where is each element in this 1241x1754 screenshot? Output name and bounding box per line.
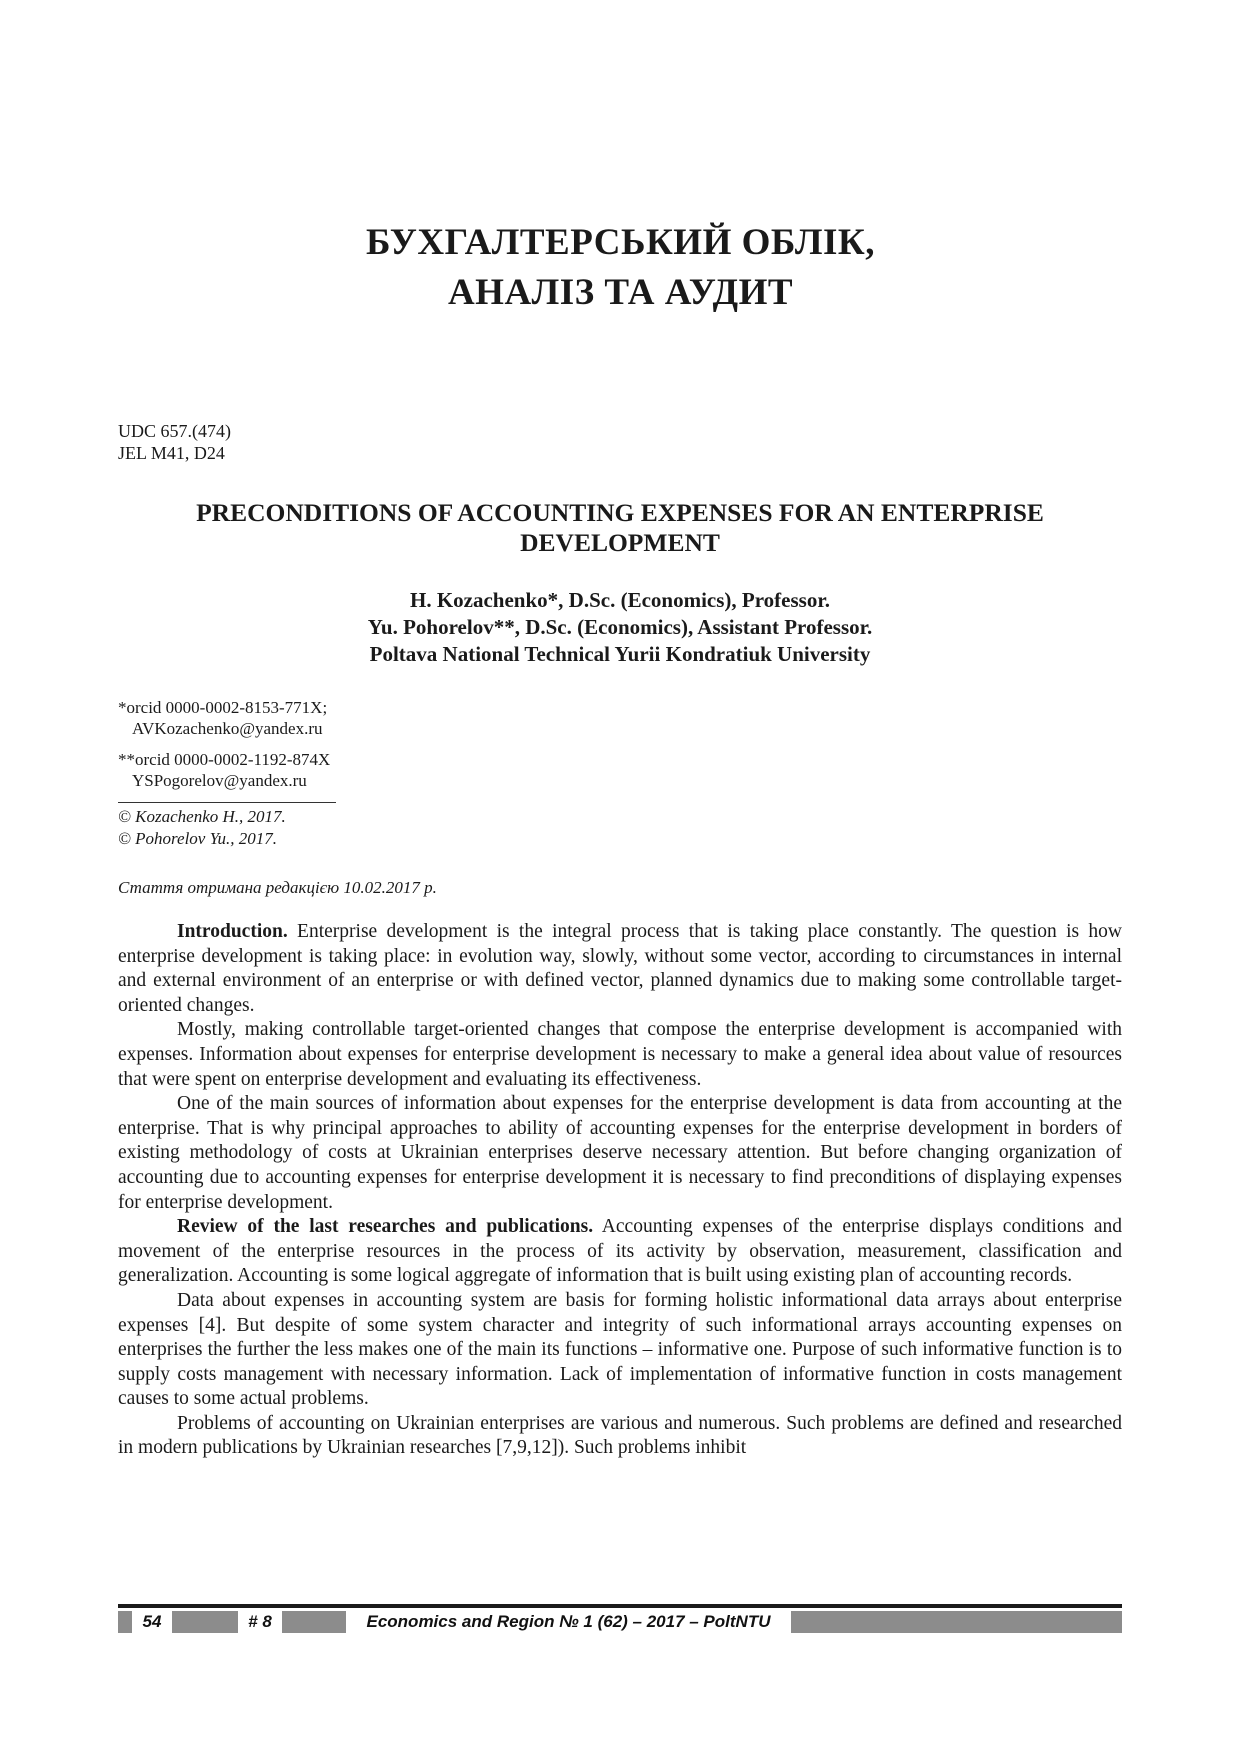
contact-second-author xyxy=(118,749,330,791)
copyright-block xyxy=(118,806,286,850)
jel-code: JEL M41, D24 xyxy=(118,443,225,463)
classification-codes xyxy=(118,420,231,464)
page-number: 54 xyxy=(132,1611,172,1633)
email-second[interactable]: YSPogorelov@yandex.ru xyxy=(132,771,307,790)
page-footer xyxy=(118,1604,1122,1634)
udc-code: UDC 657.(474) xyxy=(118,421,231,441)
section-heading xyxy=(0,218,1241,318)
paragraph-introduction xyxy=(118,920,1122,1018)
footer-rule xyxy=(118,1604,1122,1608)
affiliation: Poltava National Technical Yurii Kondratiuk University xyxy=(369,642,871,666)
paragraph-review xyxy=(118,1215,1122,1289)
section-heading-line-2: АНАЛІЗ ТА АУДИТ xyxy=(447,272,794,313)
author-1: H. Kozachenko*, D.Sc. (Economics), Professor. xyxy=(410,588,830,612)
paragraph-6: Problems of accounting on Ukrainian enterprises are various and numerous. Such problems are defined and researched in modern publications by Ukrainian researches [7,9,12]). Such problems inhibit xyxy=(118,1412,1122,1459)
email-first[interactable]: AVKozachenko@yandex.ru xyxy=(132,719,323,738)
paragraph-text: Enterprise development is the integral process that is taking place constantly. The question is how enterprise development is taking place: in evolution way, slowly, without some vector, according to circumstances in internal and external environment of an enterprise or with defined vector, planned dynamics due to making some controllable target-oriented changes. xyxy=(118,921,1122,1016)
footer-bar xyxy=(118,1611,1122,1633)
copyright-line-1: © Kozachenko H., 2017. xyxy=(118,807,286,826)
paper-title-line-1: PRECONDITIONS OF ACCOUNTING EXPENSES FOR AN ENTERPRISE xyxy=(196,498,1044,527)
paragraph-3: One of the main sources of information about expenses for the enterprise development is data from accounting at the enterprise. That is why principal approaches to ability of accounting expenses for the enterprise development in borders of existing methodology of costs at Ukrainian enterprises deserve necessary attention. But before changing organization of accounting due to accounting expenses for enterprise development it is necessary to find preconditions of displaying expenses for enterprise development. xyxy=(118,1093,1122,1213)
paragraph-2: Mostly, making controllable target-oriented changes that compose the enterprise development is accompanied with expenses. Information about expenses for enterprise development is necessary to make a general idea about value of resources that were spent on enterprise development and evaluating its effectiveness. xyxy=(118,1019,1122,1090)
journal-name: Economics and Region № 1 (62) – 2017 – PoltNTU xyxy=(346,1611,791,1633)
section-heading-line-1: БУХГАЛТЕРСЬКИЙ ОБЛІК, xyxy=(366,222,875,263)
orcid-second: **orcid 0000-0002-1192-874X xyxy=(118,750,331,769)
orcid-first: *orcid 0000-0002-8153-771X; xyxy=(118,698,328,717)
author-block xyxy=(118,587,1122,668)
copyright-line-2: © Pohorelov Yu., 2017. xyxy=(118,829,277,848)
author-2: Yu. Pohorelov**, D.Sc. (Economics), Assistant Professor. xyxy=(367,615,873,639)
paragraph-text: Accounting expenses of the enterprise displays conditions and movement of the enterprise resources in the process of its activity by observation, measurement, classification and generalization. Accounting is some logical aggregate of information that is built using existing plan of accounting records. xyxy=(118,1216,1122,1287)
paper-title-line-2: DEVELOPMENT xyxy=(520,528,720,557)
article-body xyxy=(118,920,1122,1461)
footnote-divider xyxy=(118,802,336,803)
issue-number: # 8 xyxy=(238,1611,282,1633)
contact-first-author xyxy=(118,697,327,739)
introduction-heading: Introduction. xyxy=(177,921,288,942)
paper-title xyxy=(118,498,1122,558)
review-heading: Review of the last researches and publications. xyxy=(177,1216,594,1238)
paragraph-5: Data about expenses in accounting system are basis for forming holistic informational data arrays about enterprise expenses [4]. But despite of some system character and integrity of such informational arrays accounting expenses on enterprises the further the less makes one of the main its functions – informative one. Purpose of such informative function is to supply costs management with necessary information. Lack of implementation of informative function in costs management causes to some actual problems. xyxy=(118,1289,1122,1410)
received-date: Стаття отримана редакцією 10.02.2017 р. xyxy=(118,878,437,897)
